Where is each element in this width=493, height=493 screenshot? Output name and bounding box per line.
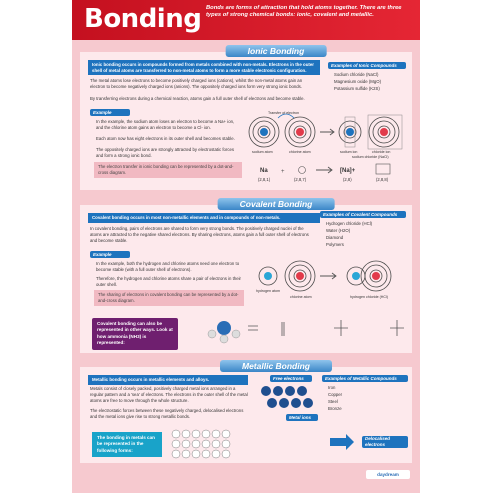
ionic-ex4: The electron transfer in ionic bonding can be represented by a dot-and-cross diagram.: [94, 162, 242, 178]
ammonia-models: [184, 314, 410, 344]
brand-logo: daydream: [366, 470, 410, 479]
metallic-p1: Metals consist of closely packed, positively charged metal ions arranged in a regular pattern and a 'sea' of electrons. The electrons in the outer shell of the metal atoms are free to move through the whole structure.: [90, 386, 248, 403]
ionic-ex2: Each atom now has eight electrons in its outer shell and becomes stable.: [96, 136, 235, 141]
metallic-bottom-box: The bonding in metals can be represented in the following forms:: [92, 432, 162, 457]
list-item: Steel: [328, 398, 338, 404]
list-item: Diamond: [326, 234, 344, 240]
list-item: Water (H2O): [326, 227, 351, 233]
metal-ions-label: Metal ions: [286, 414, 318, 421]
ionic-ex1: In the example, the sodium atom loses an electron to become a Na+ ion, and the chlorine atom gains an electron to become a Cl- ion.: [96, 119, 235, 130]
list-item: Hydrogen chloride (HCl): [326, 221, 373, 226]
ionic-intro: Ionic bonding occurs in compounds formed from metals combined with non-metals. Electrons in the outer shell of metal atoms are transferred to non-metal atoms to form a more stable electronic configuration.: [88, 60, 320, 75]
cl-dots-icon: [299, 167, 306, 174]
na-ion-config: (2,8): [343, 177, 352, 182]
ionic-p1: The metal atoms lose electrons to become positively charged ions (cations), whilst the non-metal atoms gain an electron to become negatively charged ions (anions). The oppositely charged ions form very strong ionic bonds.: [90, 78, 303, 89]
na-ion-formula: [Na]+: [340, 168, 356, 174]
ionic-diagram: [248, 108, 410, 190]
list-item: Copper: [328, 391, 343, 397]
cl-ion-config: (2,8,8): [376, 177, 389, 182]
cl-ion-label: chloride ion: [372, 150, 391, 154]
poster: [72, 0, 420, 493]
metallic-examples-list: [328, 385, 408, 413]
ionic-examples-list: [334, 72, 410, 93]
metallic-p2: The electrostatic forces between these negatively charged, delocalised electrons and the metal ions give rise to strong metallic bonds.: [90, 408, 244, 419]
list-item: Iron: [328, 385, 336, 390]
ammonia-box: Covalent bonding can also be represented in other ways. Look at how ammonia (NH3) is represented:: [92, 318, 178, 350]
ionic-example-tab: Example: [90, 109, 130, 116]
diagram-caption: Transfer of electron: [268, 111, 300, 115]
header-bar: [72, 0, 420, 40]
na-atom-label: sodium atom: [252, 150, 273, 154]
page-title: Bonding: [84, 4, 202, 34]
reaction-arrow-icon: [316, 167, 332, 173]
ionic-tab: Ionic Bonding: [226, 45, 327, 57]
covalent-examples-label: Examples of Covalent Compounds: [320, 211, 406, 218]
metallic-examples-label: Examples of Metallic Compounds: [322, 375, 408, 382]
na-formula: Na: [260, 168, 268, 174]
cl-config: (2,8,7): [294, 177, 307, 182]
cl-atom-label: chlorine atom: [289, 150, 311, 154]
covalent-ex1: In the example, both the hydrogen and chlorine atoms need one electron to become stable (with a full outer shell of electrons).: [96, 261, 240, 272]
metallic-tab: Metallic Bonding: [220, 360, 332, 372]
covalent-ex3: The sharing of electrons in covalent bonding can be represented by a dot-and-cross diagram.: [94, 290, 244, 306]
covalent-diagram: [252, 256, 410, 304]
metal-lattice: [258, 383, 316, 413]
covalent-examples-list: [326, 221, 410, 249]
list-item: Sodium chloride (NaCl): [334, 72, 379, 77]
na-config: (2,8,1): [258, 177, 271, 182]
plus-sign: +: [281, 169, 285, 175]
covalent-tab: Covalent Bonding: [218, 198, 335, 210]
covalent-example-tab: Example: [90, 251, 130, 258]
list-item: Magnesium oxide (MgO): [334, 78, 382, 84]
ionic-p2: By transferring electrons during a chemical reaction, atoms gain a full outer shell of electrons and become stable.: [90, 96, 305, 101]
list-item: Potassium sulfide (K2S): [334, 85, 380, 91]
ionic-ex3: The oppositely charged ions are strongly attracted by electrostatic forces and form a strong ionic bond.: [96, 147, 235, 158]
ionic-compound-label: sodium chloride (NaCl): [352, 155, 389, 159]
ionic-examples-label: Examples of Ionic Compounds: [328, 62, 406, 69]
metallic-intro: Metallic bonding occurs in metallic elements and alloys.: [88, 375, 248, 385]
na-ion-label: sodium ion: [340, 150, 358, 154]
cl-atom-label: chlorine atom: [290, 295, 312, 299]
h-atom-label: hydrogen atom: [256, 289, 280, 293]
covalent-ex2: Therefore, the hydrogen and chlorine atoms share a pair of electrons in their outer shell.: [96, 276, 241, 287]
cl-ion-bracket-icon: [376, 164, 390, 174]
free-electrons-label: Free electrons: [270, 375, 312, 382]
covalent-p1: In covalent bonding, pairs of electrons are shared to form very strong bonds. The positively charged nuclei of the atoms are attracted to the negative shared electrons. By sharing electrons, atoms gain a full outer shell of electrons and become stable.: [90, 226, 309, 243]
covalent-compound-label: hydrogen chloride (HCl): [350, 295, 388, 299]
page-subtitle: Bonds are forms of attraction that hold atoms together. There are three types of strong chemical bonds: ionic, covalent and metallic.: [206, 5, 402, 19]
covalent-intro: Covalent bonding occurs in most non-metallic elements and in compounds of non-metals.: [88, 213, 320, 223]
list-item: Polymers: [326, 241, 344, 247]
delocalised-label: Delocalised electrons: [362, 436, 408, 448]
list-item: Bronze: [328, 405, 342, 411]
